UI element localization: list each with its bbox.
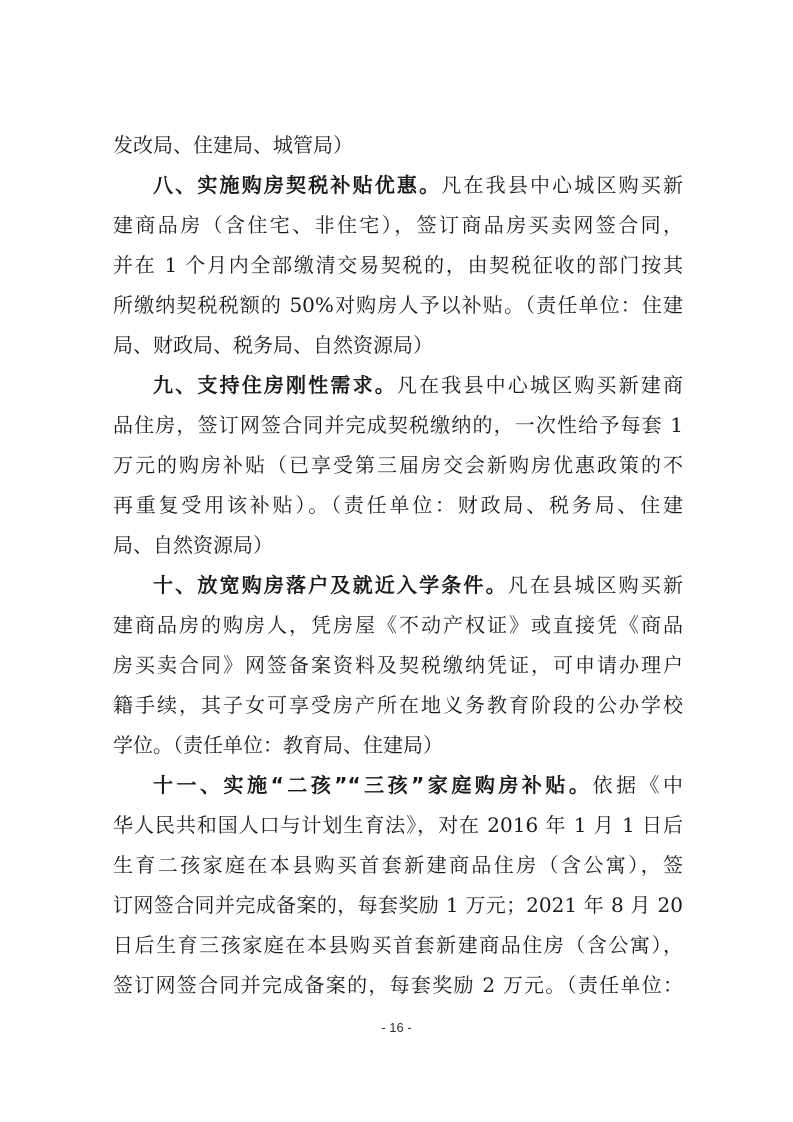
text-line: 签订网签合同并完成备案的，每套奖励 2 万元。（责任单位： [113,973,683,997]
text-line: 所缴纳契税税额的 50%对购房人予以补贴。（责任单位：住建 [113,293,683,317]
text-line: 日后生育三孩家庭在本县购买首套新建商品住房（含公寓）， [113,933,683,957]
text-line: 房买卖合同》网签备案资料及契税缴纳凭证，可申请办理户 [113,653,683,677]
page-number: - 16 - [381,1020,412,1035]
section-heading: 九、支持住房刚性需求。 [153,373,397,397]
text-line: 订网签合同并完成备案的，每套奖励 1 万元；2021 年 8 月 20 [113,893,683,917]
section-heading: 十、放宽购房落户及就近入学条件。 [153,573,508,597]
text-line: 建商品房的购房人，凭房屋《不动产权证》或直接凭《商品 [113,613,683,637]
text-line: 再重复受用该补贴）。（责任单位：财政局、税务局、住建 [113,493,683,517]
text-line: 局、财政局、税务局、自然资源局） [113,333,433,357]
section-9-heading-line: 九、支持住房刚性需求。凡在我县中心城区购买新建商 [153,373,684,397]
text-line: 万元的购房补贴（已享受第三届房交会新购房优惠政策的不 [113,453,683,477]
section-heading: 八、实施购房契税补贴优惠。 [153,173,442,197]
text-line: 华人民共和国人口与计划生育法》，对在 2016 年 1 月 1 日后 [113,813,683,837]
text-line: 发改局、住建局、城管局） [113,133,353,157]
text-line: 建商品房（含住宅、非住宅），签订商品房买卖网签合同， [113,213,683,237]
text-line: 学位。（责任单位：教育局、住建局） [113,733,443,757]
section-10-heading-line: 十、放宽购房落户及就近入学条件。凡在县城区购买新 [153,573,684,597]
text-line: 籍手续，其子女可享受房产所在地义务教育阶段的公办学校 [113,693,683,717]
section-8-heading-line: 八、实施购房契税补贴优惠。凡在我县中心城区购买新 [153,173,684,197]
section-heading: 十一、实施“二孩”“三孩”家庭购房补贴。 [153,773,593,797]
text-line: 局、自然资源局） [113,533,273,557]
text-line: 品住房，签订网签合同并完成契税缴纳的，一次性给予每套 1 [113,413,683,437]
section-11-heading-line: 十一、实施“二孩”“三孩”家庭购房补贴。依据《中 [153,773,684,797]
text-line: 生育二孩家庭在本县购买首套新建商品住房（含公寓），签 [113,853,683,877]
text-line: 并在 1 个月内全部缴清交易契税的，由契税征收的部门按其 [113,253,683,277]
